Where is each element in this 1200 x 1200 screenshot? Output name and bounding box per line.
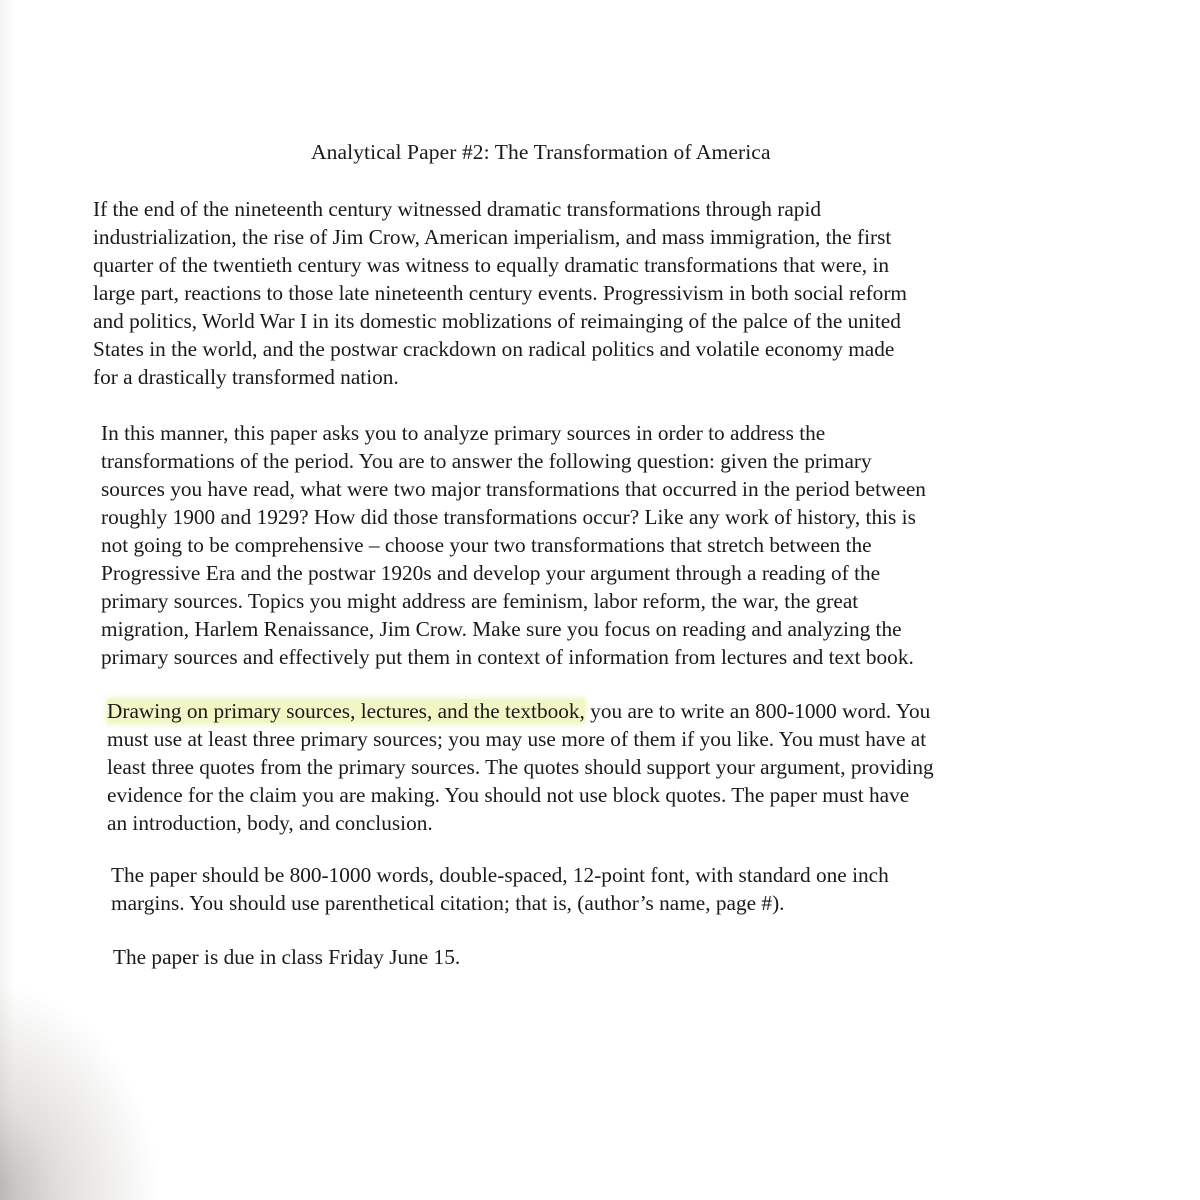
text-line: margins. You should use parenthetical citation; that is, (author’s name, page #). — [111, 891, 785, 915]
text-line: least three quotes from the primary sources. The quotes should support your argument, providing — [107, 755, 934, 779]
text-line: Progressive Era and the postwar 1920s and develop your argument through a reading of the — [101, 561, 881, 585]
text-line: large part, reactions to those late nineteenth century events. Progressivism in both social reform — [93, 281, 907, 305]
text-line: sources you have read, what were two major transformations that occurred in the period between — [101, 477, 926, 501]
text-line: migration, Harlem Renaissance, Jim Crow. Make sure you focus on reading and analyzing the — [101, 617, 902, 641]
text-line: In this manner, this paper asks you to analyze primary sources in order to address the — [101, 421, 826, 445]
text-line: must use at least three primary sources; you may use more of them if you like. You must have at — [107, 727, 927, 751]
text-line: primary sources and effectively put them in context of information from lectures and text book. — [101, 645, 914, 669]
paragraph-assignment-question — [101, 419, 926, 671]
text-line: primary sources. Topics you might address are feminism, labor reform, the war, the great — [101, 589, 859, 613]
text-line: The paper is due in class Friday June 15. — [113, 945, 461, 969]
highlighted-text: Drawing on primary sources, lectures, and the textbook, — [107, 699, 585, 723]
paragraph-requirements — [107, 697, 934, 837]
text-line: not going to be comprehensive – choose your two transformations that stretch between the — [101, 533, 872, 557]
text-fragment: you are to write an 800-1000 word. You — [584, 699, 931, 723]
text-line: and politics, World War I in its domestic moblizations of reimainging of the palce of the united — [93, 309, 901, 333]
text-line: industrialization, the rise of Jim Crow, American imperialism, and mass immigration, the first — [93, 225, 892, 249]
text-line: quarter of the twentieth century was witness to equally dramatic transformations that were, in — [93, 253, 890, 277]
document-title: Analytical Paper #2: The Transformation of America — [311, 140, 771, 164]
text-line: roughly 1900 and 1929? How did those transformations occur? Like any work of history, this is — [101, 505, 916, 529]
text-line: for a drastically transformed nation. — [93, 365, 399, 389]
paragraph-formatting — [111, 861, 889, 917]
text-line: The paper should be 800-1000 words, double-spaced, 12-point font, with standard one inch — [111, 863, 889, 887]
text-line: an introduction, body, and conclusion. — [107, 811, 433, 835]
text-line: If the end of the nineteenth century witnessed dramatic transformations through rapid — [93, 197, 822, 221]
text-line — [107, 697, 934, 725]
text-line: evidence for the claim you are making. You should not use block quotes. The paper must have — [107, 783, 910, 807]
paragraph-due-date — [113, 943, 460, 971]
paragraph-intro — [93, 195, 907, 391]
text-line: States in the world, and the postwar crackdown on radical politics and volatile economy made — [93, 337, 895, 361]
text-line: transformations of the period. You are to answer the following question: given the primary — [101, 449, 872, 473]
